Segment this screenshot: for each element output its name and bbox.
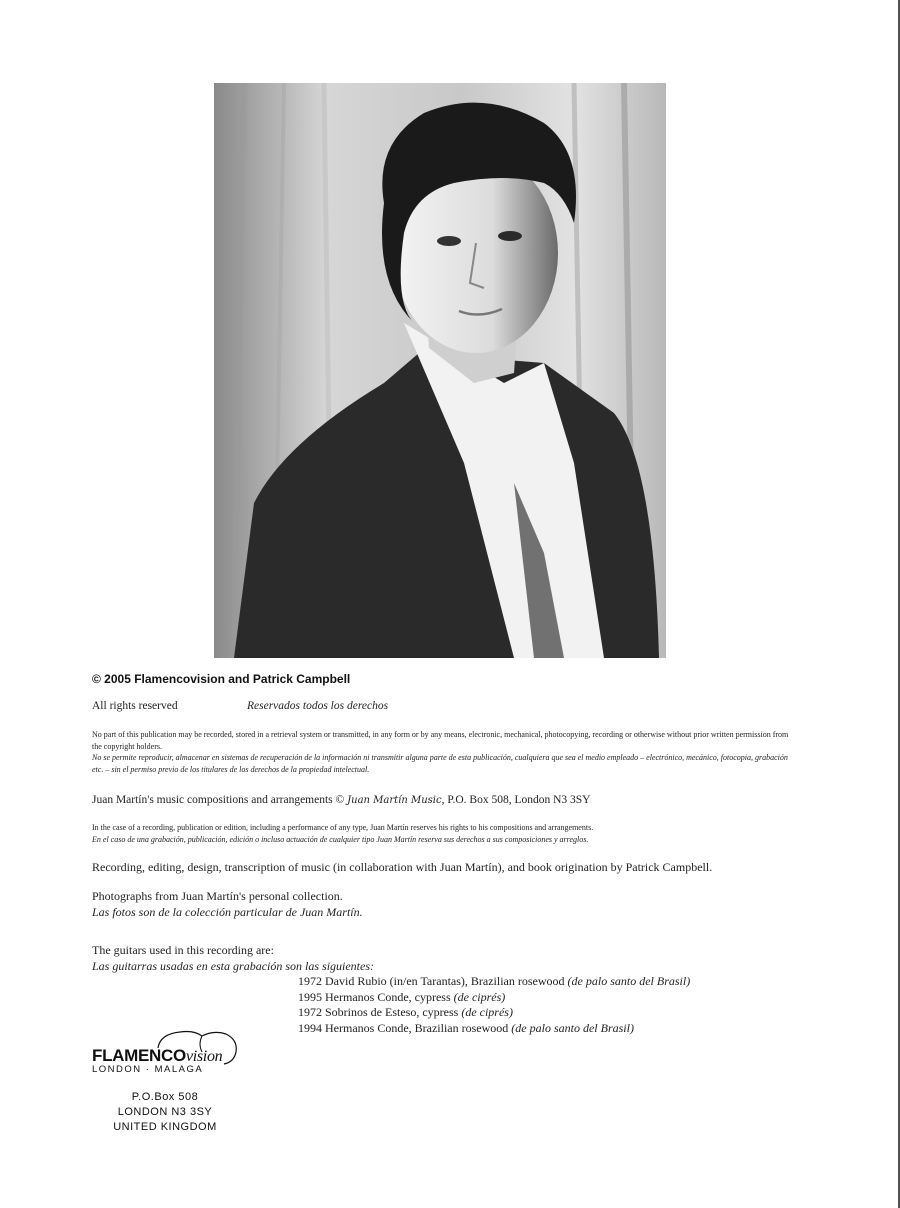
recording-rights-es: En el caso de una grabación, publicación, edición o incluso actuación de cualquier tipo Juan Martín reserva sus derechos a sus composiciones y arreglos. xyxy=(92,834,589,844)
flamencovision-logo xyxy=(90,1026,240,1078)
guitars-intro-es: Las guitarras usadas en esta grabación son las siguientes: xyxy=(92,958,375,973)
portrait-photo xyxy=(214,83,666,658)
photo-credits-en: Photographs from Juan Martín's personal collection. xyxy=(92,889,343,903)
address-line-3: UNITED KINGDOM xyxy=(113,1121,217,1133)
rights-reserved-en: All rights reserved xyxy=(92,700,178,712)
music-rights-line xyxy=(92,794,790,806)
guitar-list xyxy=(298,974,690,1036)
recording-rights-en: In the case of a recording, publication or edition, including a performance of any type, Juan Martín reserves his rights to his compositions and arrangements. xyxy=(92,823,594,832)
rights-reserved-es: Reservados todos los derechos xyxy=(247,700,389,712)
logo-cities: LONDON · MALAGA xyxy=(92,1064,204,1075)
legal-notice-en: No part of this publication may be recorded, stored in a retrieval system or transmitted, in any form or by any means, electronic, mechanical, photocopying, recording or otherwise without prior written permission from the copyright holders. xyxy=(92,730,789,751)
legal-notice xyxy=(92,729,790,775)
music-prefix: Juan Martín's music compositions and arrangements © xyxy=(92,794,348,806)
production-credits: Recording, editing, design, transcription of music (in collaboration with Juan Martín), and book origination by Patrick Campbell. xyxy=(92,860,713,874)
legal-notice-es: No se permite reproducir, almacenar en sistemas de recuperación de la información ni transmitir alguna parte de esta publicación, cualquiera que sea el medio empleado – electrónico, mecánico, fotocopia, grabación etc. – sin el permiso previo de los titulares de los derechos de la propiedad intelectual. xyxy=(92,753,788,774)
rights-reserved xyxy=(92,700,790,712)
postal-address xyxy=(90,1090,240,1135)
list-item: 1995 Hermanos Conde, cypress (de ciprés) xyxy=(298,989,506,1004)
portrait-photo-icon xyxy=(214,83,666,658)
list-item: 1994 Hermanos Conde, Brazilian rosewood (de palo santo del Brasil) xyxy=(298,1020,634,1035)
list-item: 1972 David Rubio (in/en Tarantas), Brazilian rosewood (de palo santo del Brasil) xyxy=(298,974,691,988)
list-item: 1972 Sobrinos de Esteso, cypress (de ciprés) xyxy=(298,1005,513,1019)
guitars-intro-en: The guitars used in this recording are: xyxy=(92,943,274,957)
address-line-2: LONDON N3 3SY xyxy=(117,1106,213,1118)
guitars-intro xyxy=(92,943,790,974)
music-suffix: , P.O. Box 508, London N3 3SY xyxy=(441,794,591,806)
music-signature: Juan Martín Music xyxy=(347,795,442,806)
recording-rights-notice xyxy=(92,822,790,845)
address-line-1: P.O.Box 508 xyxy=(131,1091,199,1103)
logo-wordmark: FLAMENCOvision xyxy=(92,1046,223,1065)
copyright-heading: © 2005 Flamencovision and Patrick Campbell xyxy=(92,672,351,686)
photo-credits-es: Las fotos son de la colección particular de Juan Martín. xyxy=(92,904,363,919)
photo-credits xyxy=(92,889,790,920)
